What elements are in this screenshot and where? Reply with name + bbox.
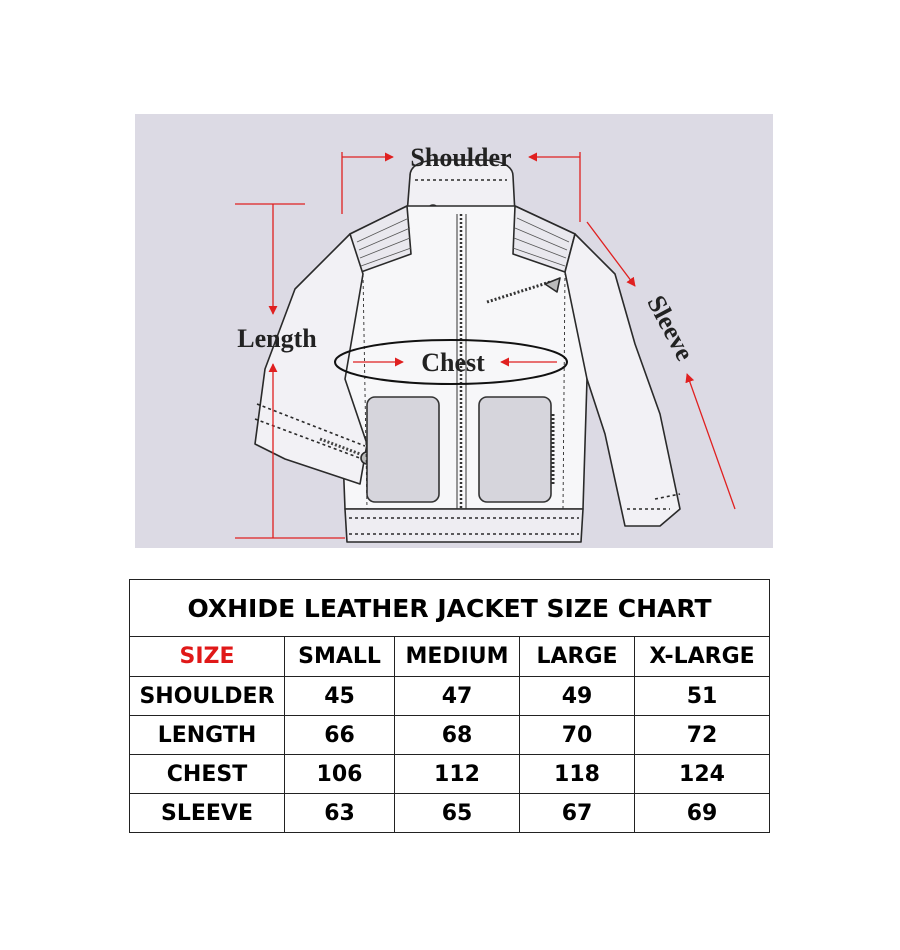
- length-label: Length: [237, 324, 317, 353]
- table-cell: 69: [635, 794, 770, 833]
- table-cell: 49: [520, 677, 635, 716]
- jacket-measurement-diagram: [135, 114, 773, 548]
- size-header-label: SIZE: [130, 637, 285, 677]
- size-header-xlarge: X-LARGE: [635, 637, 770, 677]
- table-row: [130, 794, 770, 833]
- table-row: [130, 716, 770, 755]
- table-row: [130, 755, 770, 794]
- size-chart-title: OXHIDE LEATHER JACKET SIZE CHART: [130, 580, 770, 637]
- size-chart-table: [129, 579, 770, 833]
- row-label-sleeve: SLEEVE: [130, 794, 285, 833]
- table-cell: 63: [285, 794, 395, 833]
- table-cell: 106: [285, 755, 395, 794]
- size-header-row: [130, 637, 770, 677]
- table-cell: 47: [395, 677, 520, 716]
- row-label-shoulder: SHOULDER: [130, 677, 285, 716]
- chest-label: Chest: [421, 348, 485, 377]
- size-header-medium: MEDIUM: [395, 637, 520, 677]
- table-cell: 45: [285, 677, 395, 716]
- shoulder-label: Shoulder: [410, 143, 512, 172]
- jacket-sketch: [135, 114, 773, 548]
- table-cell: 70: [520, 716, 635, 755]
- table-row: [130, 677, 770, 716]
- size-header-small: SMALL: [285, 637, 395, 677]
- table-cell: 118: [520, 755, 635, 794]
- sleeve-label: Sleeve: [641, 290, 700, 366]
- table-cell: 124: [635, 755, 770, 794]
- table-cell: 68: [395, 716, 520, 755]
- row-label-length: LENGTH: [130, 716, 285, 755]
- table-cell: 72: [635, 716, 770, 755]
- table-cell: 65: [395, 794, 520, 833]
- table-cell: 67: [520, 794, 635, 833]
- size-header-large: LARGE: [520, 637, 635, 677]
- row-label-chest: CHEST: [130, 755, 285, 794]
- table-cell: 112: [395, 755, 520, 794]
- table-cell: 66: [285, 716, 395, 755]
- table-cell: 51: [635, 677, 770, 716]
